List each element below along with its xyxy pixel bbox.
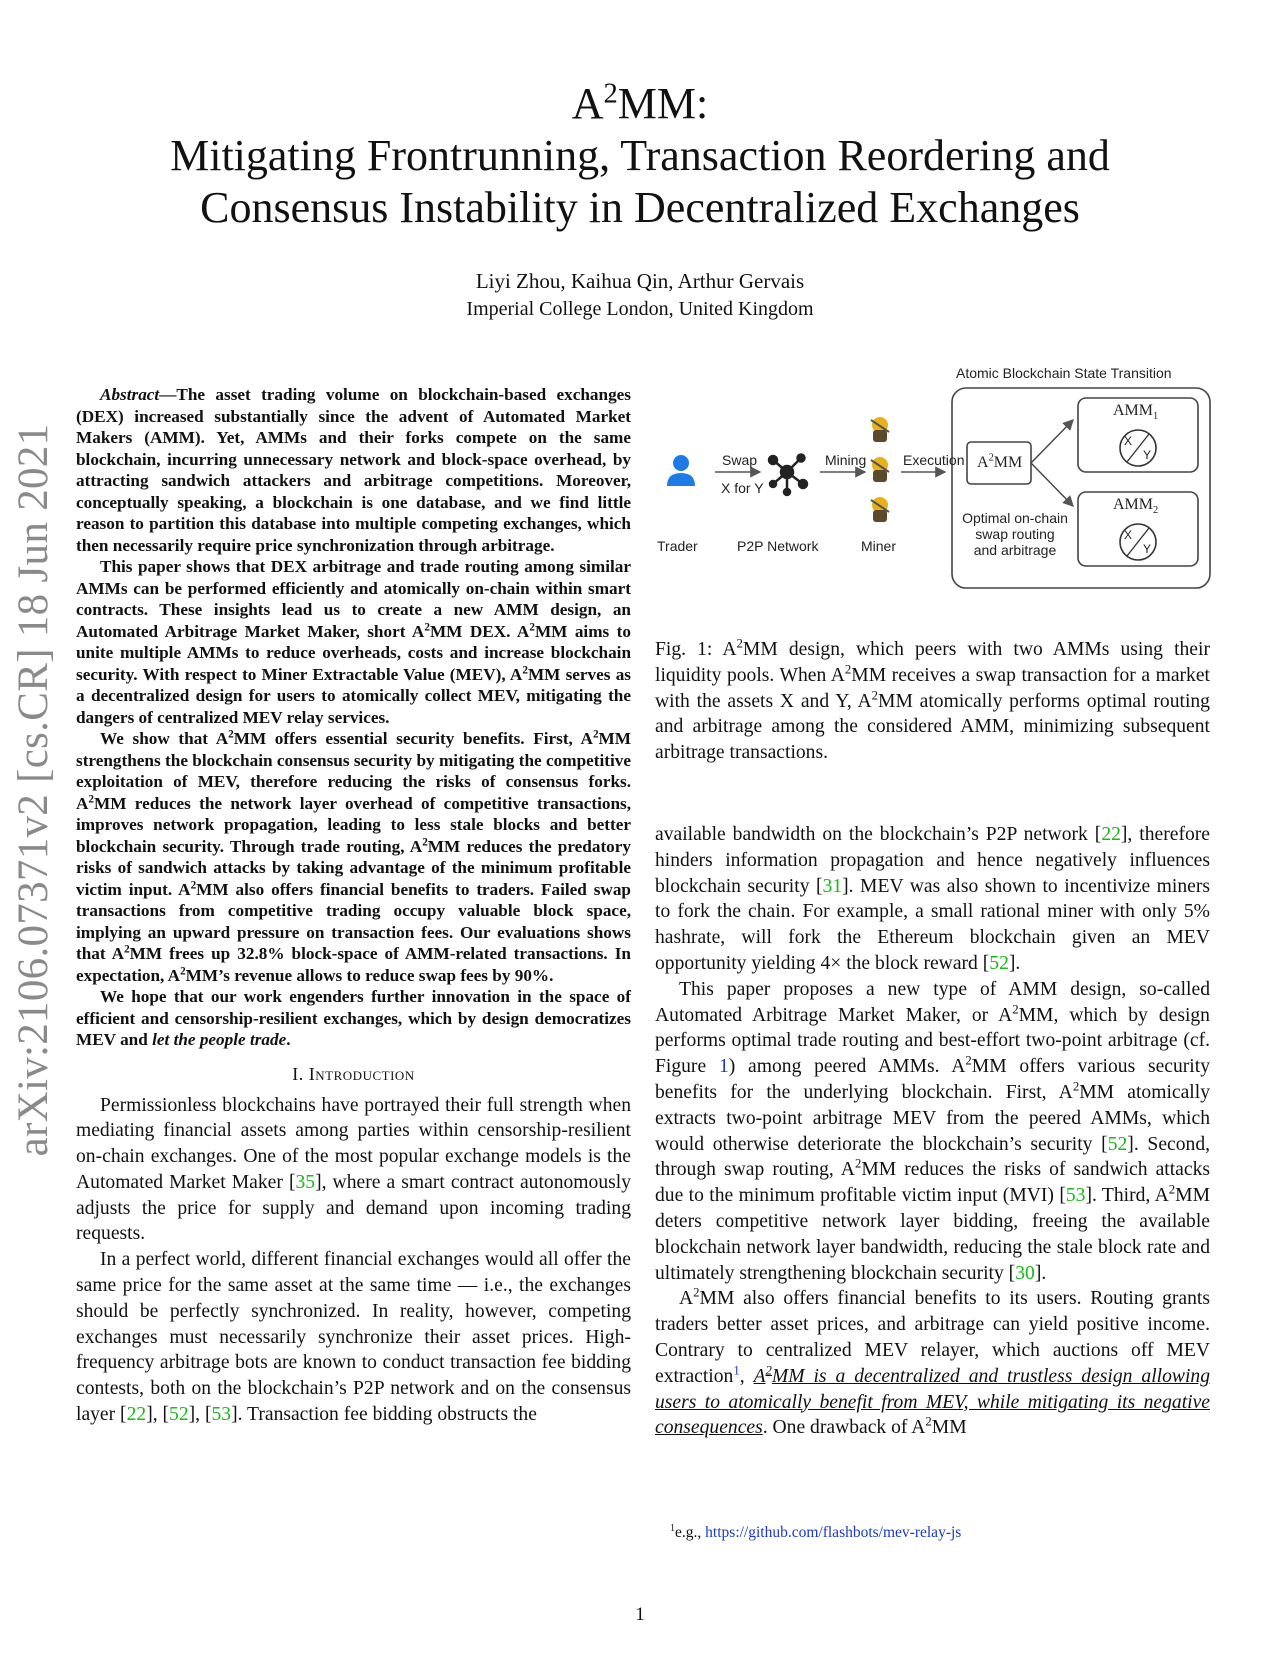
sup: 2 — [424, 620, 430, 633]
body-text: MM also offers financial benefits to its users. Routing grants traders better asset prices, and arbitrage can yield positive income. Contrary to centralized MEV relayer, which auctions off MEV extraction — [655, 1288, 1210, 1387]
citation-link[interactable]: 53 — [211, 1404, 232, 1426]
sup: 2 — [871, 688, 879, 703]
amm1-label — [1113, 402, 1159, 423]
right-column — [655, 822, 1210, 1441]
body-text: A — [679, 1288, 694, 1310]
optimal-line-2: swap routing — [975, 526, 1055, 542]
body-text: MM deters competitive network layer bidding, freeing the available blockchain network layer bandwidth, reducing the stale block rate and ultimately strengthening blockchain security [ — [655, 1185, 1210, 1284]
authors: Liyi Zhou, Kaihua Qin, Arthur Gervais — [475, 269, 805, 293]
sup: 2 — [422, 835, 428, 848]
abstract-label: Abstract — [100, 385, 160, 404]
sup: 2 — [228, 728, 234, 741]
body-text: ]. Transaction fee bidding obstructs the — [231, 1404, 537, 1426]
intro-paragraph-1 — [76, 1093, 631, 1248]
route-arrow-amm1 — [1031, 420, 1073, 463]
abstract-text: . — [286, 1030, 291, 1049]
abstract-text: —The asset trading volume on blockchain-based exchanges (DEX) increased substantially since the advent of Automated Market Makers (AMM). Yet, AMMs and their forks compete on the same blockchain, incurring unnecessary network and block-space overhead, by attracting sandwich attackers and arbitrage competitions. Moreover, conceptually speaking, a blockchain is one database, and we find little reason to partition this database into multiple competing exchanges, which then necessarily require price synchronization through arbitrage. — [76, 385, 631, 555]
state-transition-label: Atomic Blockchain State Transition — [956, 365, 1172, 381]
abstract-text: MM also offers financial benefits to traders. Failed swap transactions from competitive trading occupy valuable block space, implying an upward pressure on transaction fees. Our evaluations shows that A — [76, 879, 631, 963]
amm2-label — [1113, 496, 1159, 517]
trader-icon — [667, 455, 695, 486]
amm-text: AMM — [1113, 402, 1154, 419]
right-paragraph-2 — [655, 977, 1210, 1287]
body-text: , — [739, 1365, 754, 1387]
optimal-routing-label — [960, 510, 1070, 558]
sup: 2 — [190, 878, 197, 891]
sup: 2 — [529, 620, 535, 633]
figure-1-diagram — [655, 365, 1215, 620]
pool-x-label: X — [1124, 434, 1133, 448]
sup: 2 — [1168, 1182, 1176, 1197]
citation-link[interactable]: 35 — [295, 1171, 316, 1193]
citation-link[interactable]: 53 — [1065, 1185, 1086, 1207]
title-line-2: Mitigating Frontrunning, Transaction Reordering and — [170, 131, 1110, 180]
emphasis-text: MM is a decentralized and trustless design allowing users to atomically benefit from MEV, while mitigating its negative consequences — [655, 1365, 1210, 1439]
caption-text: MM design, which peers with two AMMs using their liquidity pools. When A — [655, 639, 1210, 686]
mining-label: Mining — [825, 452, 867, 468]
sup: 2 — [1012, 1002, 1019, 1017]
a2mm-box-label — [977, 454, 1022, 471]
sup: 2 — [693, 1285, 700, 1300]
citation-link[interactable]: 22 — [126, 1404, 147, 1426]
body-text: Permissionless blockchains have portrayed their full strength when mediating financial assets among parties within censorship-resilient on-chain exchanges. One of the most popular exchange models is the Automated Market Maker [ — [76, 1094, 631, 1193]
abstract-paragraph-4 — [76, 986, 631, 1051]
sub: 1 — [1153, 411, 1159, 423]
abstract-text: We show that A — [100, 729, 229, 748]
body-text: MM offers various security benefits for the underlying blockchain. First, A — [655, 1056, 1210, 1103]
title-a: A — [571, 79, 604, 128]
sup: 2 — [592, 728, 599, 741]
caption-text: Fig. 1: A — [655, 639, 737, 660]
citation-link[interactable]: 52 — [1107, 1133, 1128, 1155]
sup: 2 — [765, 1363, 772, 1378]
abstract-text: This paper shows that DEX arbitrage and trade routing among similar AMMs can be performed efficiently and atomically on-chain within smart contracts. These insights lead us to create a new AMM design, an Automated Arbitrage Market Maker, short A — [76, 557, 631, 641]
title-line-3: Consensus Instability in Decentralized Exchanges — [200, 183, 1080, 232]
body-text: MM — [931, 1417, 967, 1439]
citation-link[interactable]: 22 — [1101, 824, 1121, 845]
citation-link[interactable]: 52 — [989, 952, 1009, 974]
body-text: MM reduces the risks of sandwich attacks due to the minimum profitable victim input (MVI) [ — [655, 1159, 1211, 1207]
citation-link[interactable]: 31 — [822, 875, 843, 897]
sup: 2 — [925, 1414, 932, 1429]
trader-label: Trader — [657, 538, 698, 554]
optimal-line-3: and arbitrage — [973, 542, 1057, 558]
abstract-text: We hope that our work engenders further innovation in the space of efficient and censorship-resilient exchanges, which by design democratizes MEV and — [76, 987, 631, 1049]
figure-link[interactable]: 1 — [718, 1056, 729, 1078]
abstract-paragraph-3 — [76, 728, 631, 986]
execution-label: Execution — [903, 452, 965, 468]
footnote-text: e.g., — [675, 1524, 706, 1541]
body-text: This paper proposes a new type of AMM design, so-called Automated Arbitrage Market Maker, or A — [655, 978, 1210, 1026]
body-text: . One drawback of A — [762, 1417, 926, 1439]
sup: 2 — [88, 792, 95, 805]
pool-y-label: Y — [1143, 448, 1152, 462]
caption-text: MM receives a swap transaction for a market with the assets X and Y, A — [655, 664, 1210, 712]
sup: 2 — [988, 452, 994, 464]
abstract-text: MM offers essential security benefits. First, A — [233, 729, 593, 748]
caption-text: MM atomically performs optimal routing and arbitrage among the considered AMM, minimizing subsequent arbitrage transactions. — [655, 690, 1210, 764]
abstract-text: MM frees up 32.8% block-space of AMM-related transactions. In expectation, A — [76, 944, 631, 985]
abstract-text: MM’s revenue allows to reduce swap fees by 90%. — [185, 965, 554, 985]
sup: 2 — [736, 636, 743, 651]
x-for-y-label: X for Y — [721, 480, 764, 496]
abstract-text: MM DEX. A — [429, 621, 530, 641]
abstract-text: MM strengthens the blockchain consensus security by mitigating the competitive exploitation of MEV, therefore reducing the risks of consensus forks. A — [76, 729, 631, 813]
abstract-text: MM aims to unite multiple AMMs to reduce overheads, costs and increase blockchain security. With respect to Miner Extractable Value (MEV), A — [76, 621, 631, 684]
body-text: In a perfect world, different financial exchanges would all offer the same price for the same asset at the same time — i.e., the exchanges should be perfectly synchronized. In reality, however, competing exchanges must necessarily synchronize their asset prices. High-frequency arbitrage bots are known to conduct transaction fee bidding contests, both on the blockchain’s P2P network and on the consensus layer [ — [76, 1249, 631, 1426]
title-sup: 2 — [603, 78, 618, 110]
arxiv-identifier-stamp: arXiv:2106.07371v2 [cs.CR] 18 Jun 2021 — [10, 423, 57, 1157]
abstract-paragraph-1 — [76, 384, 631, 556]
miner-icon — [871, 417, 889, 442]
paper-title — [0, 78, 1280, 234]
body-text: ], [ — [146, 1404, 170, 1426]
sup: 2 — [965, 1053, 972, 1068]
route-arrow-amm2 — [1031, 463, 1073, 506]
emphasis-text: A — [753, 1365, 766, 1387]
figure-caption — [655, 637, 1210, 766]
sup: 2 — [844, 662, 852, 677]
optimal-line-1: Optimal on-chain — [962, 510, 1068, 526]
a2mm-a: A — [977, 454, 989, 471]
miner-icon — [871, 457, 889, 482]
p2p-network-label: P2P Network — [737, 538, 819, 554]
title-mm: MM: — [617, 79, 709, 128]
pool-x-label: X — [1124, 528, 1133, 542]
amm-text: AMM — [1113, 496, 1154, 513]
left-column — [76, 384, 631, 1428]
section-heading-introduction — [76, 1061, 631, 1087]
body-text: ]. MEV was also shown to incentivize miners to fork the chain. For example, a small rational miner with only 5% hashrate, will fork the Ethereum blockchain given an MEV opportunity yielding 4× the block reward [ — [655, 875, 1210, 974]
abstract-emphasis: let the people trade — [152, 1030, 287, 1049]
body-text: ], therefore hinders information propagation and hence negatively influences blockchain security [ — [655, 824, 1210, 897]
title-line-1 — [0, 78, 1280, 130]
abstract-text: MM reduces the network layer overhead of competitive transactions, improves network propagation, leading to less stale blocks and better blockchain security. Through trade routing, A — [76, 793, 631, 856]
citation-link[interactable]: 52 — [169, 1404, 189, 1426]
swap-label: Swap — [722, 452, 758, 468]
body-text: ]. — [1008, 952, 1021, 974]
footnote-url-link[interactable]: https://github.com/flashbots/mev-relay-js — [705, 1524, 962, 1541]
body-text: ]. — [1034, 1262, 1047, 1284]
footnote-marker[interactable]: 1 — [733, 1363, 740, 1378]
section-number: I. — [292, 1063, 304, 1084]
body-text: available bandwidth on the blockchain’s P2P network [ — [655, 824, 1102, 845]
body-text: MM, which by design performs optimal trade routing and best-effort two-point arbitrage (cf. Figure — [655, 1004, 1210, 1078]
sup: 2 — [522, 663, 528, 676]
footnote — [670, 1523, 961, 1543]
body-text: ) among peered AMMs. A — [728, 1056, 966, 1078]
body-text: ], where a smart contract autonomously adjusts the price for supply and demand upon incoming trading requests. — [76, 1171, 631, 1245]
body-text: ]. Second, through swap routing, A — [655, 1133, 1211, 1181]
right-paragraph-3 — [655, 1286, 1210, 1441]
section-title: Introduction — [308, 1063, 415, 1084]
sup: 2 — [124, 943, 130, 956]
sup: 2 — [180, 964, 186, 977]
abstract-text: MM reduces the predatory risks of sandwich attacks by taking advantage of the minimum profitable victim input. A — [76, 836, 631, 899]
sub: 2 — [1153, 505, 1159, 517]
miner-label: Miner — [861, 538, 897, 554]
body-text: MM atomically extracts two-point arbitrage MEV from the peered AMMs, which would otherwise deteriorate the blockchain’s security [ — [655, 1081, 1210, 1155]
footnote-number: 1 — [670, 1522, 676, 1534]
right-paragraph-1 — [655, 822, 1210, 977]
page-number: 1 — [635, 1604, 645, 1625]
miner-icon — [871, 497, 889, 522]
abstract-paragraph-2 — [76, 556, 631, 728]
abstract-text: MM serves as a decentralized design for users to atomically collect MEV, mitigating the dangers of centralized MEV relay services. — [76, 664, 631, 727]
affiliation: Imperial College London, United Kingdom — [466, 298, 814, 320]
a2mm-mm: MM — [993, 454, 1023, 471]
body-text: ]. Third, A — [1085, 1185, 1169, 1207]
p2p-network-icon — [769, 455, 807, 496]
pool-y-label: Y — [1143, 542, 1152, 556]
sup: 2 — [854, 1156, 862, 1171]
body-text: ], [ — [188, 1404, 212, 1426]
intro-paragraph-2 — [76, 1247, 631, 1428]
citation-link[interactable]: 30 — [1015, 1262, 1035, 1284]
sup: 2 — [1072, 1079, 1080, 1094]
